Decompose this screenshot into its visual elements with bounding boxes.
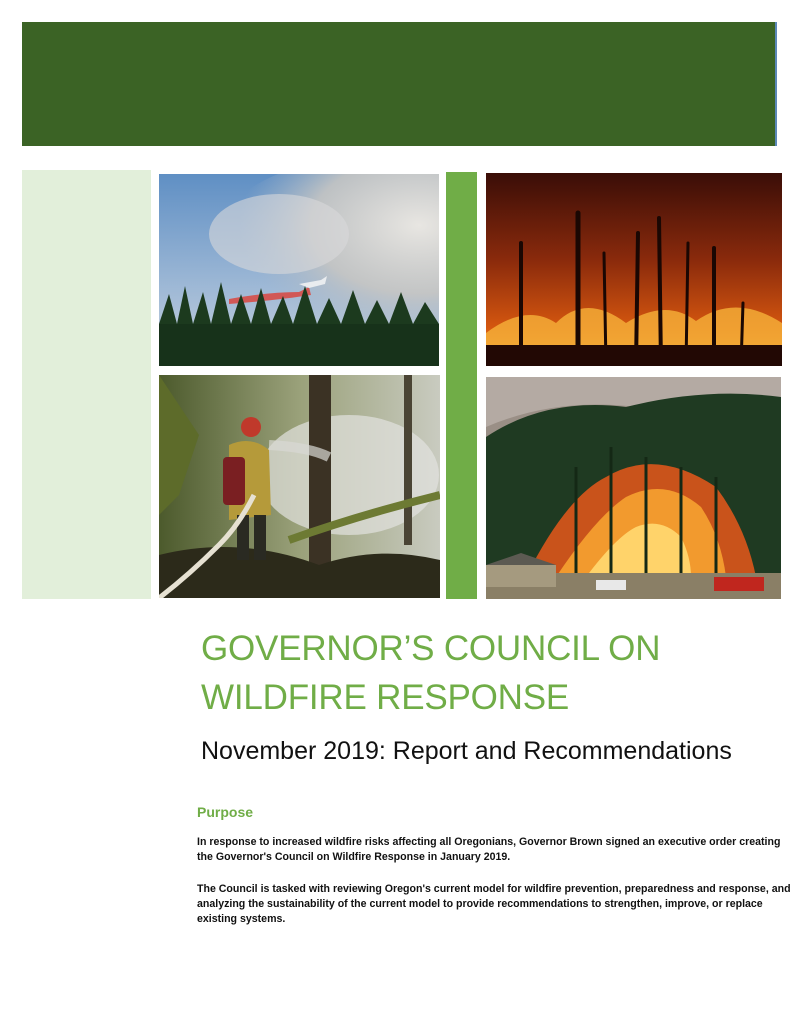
firefighter-hose-photo <box>159 375 440 598</box>
burning-forest-night-photo <box>486 173 782 366</box>
top-banner <box>22 22 777 146</box>
title-line-1: GOVERNOR’S COUNCIL ON <box>201 629 661 668</box>
report-subtitle: November 2019: Report and Recommendations <box>201 737 732 765</box>
title-line-2: WILDFIRE RESPONSE <box>201 678 570 717</box>
center-accent-bar <box>446 172 477 599</box>
purpose-paragraph-2: The Council is tasked with reviewing Oregon's current model for wildfire prevention, preparedness and response, and analyzing the sustainability of the current model to provide recommendations to strengthen, improve, or replace existing systems. <box>197 883 791 925</box>
purpose-paragraph-1: In response to increased wildfire risks affecting all Oregonians, Governor Brown signed an executive order creating the Governor's Council on Wildfire Response in January 2019. <box>197 836 781 863</box>
report-title <box>201 624 761 722</box>
hillside-fire-near-homes-photo <box>486 377 781 599</box>
left-accent-panel <box>22 170 151 599</box>
air-tanker-drop-photo <box>159 174 439 366</box>
purpose-heading: Purpose <box>197 804 254 820</box>
